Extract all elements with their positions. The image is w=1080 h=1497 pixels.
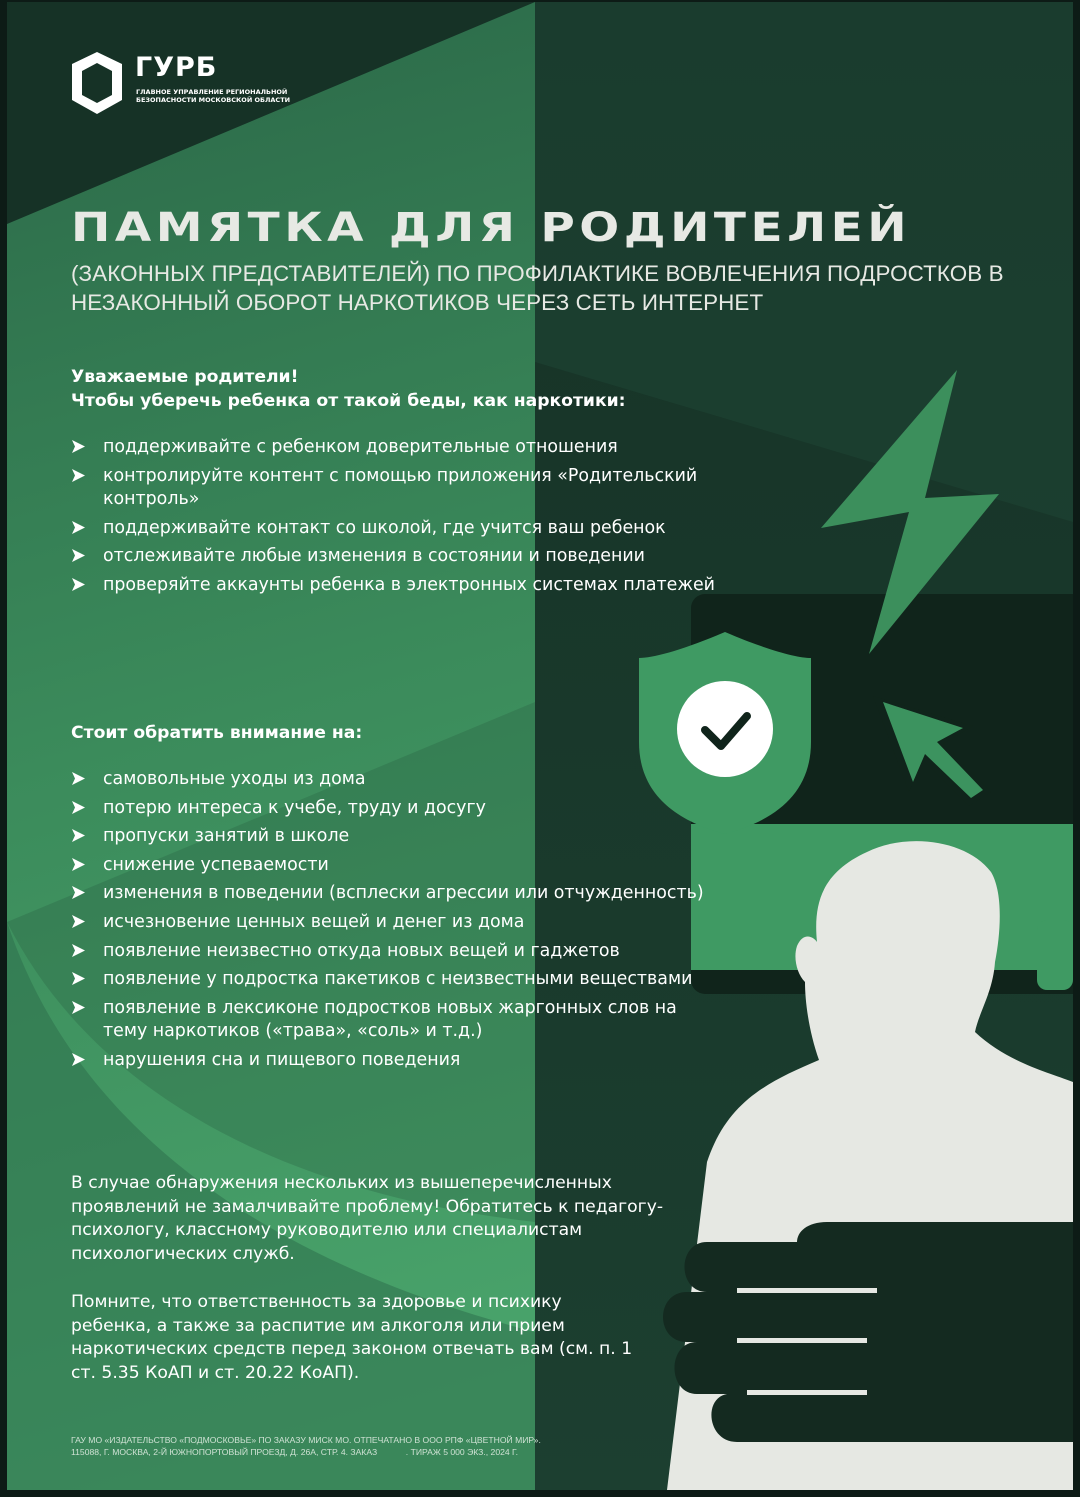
attention-item <box>71 940 711 964</box>
attention-item <box>71 768 711 792</box>
intro-item <box>71 545 721 569</box>
bullet-arrow-icon <box>71 857 86 872</box>
intro-item-text: поддерживайте с ребенком доверительные отношения <box>103 437 618 457</box>
page-title: ПАМЯТКА ДЛЯ РОДИТЕЛЕЙ <box>71 204 912 252</box>
hand-icon <box>663 1222 1073 1442</box>
page-subtitle: (ЗАКОННЫХ ПРЕДСТАВИТЕЛЕЙ) ПО ПРОФИЛАКТИКЕ ВОВЛЕЧЕНИЯ ПОДРОСТКОВ В НЕЗАКОННЫЙ ОБОРОТ НАРКОТИКОВ ЧЕРЕЗ СЕТЬ ИНТЕРНЕТ <box>71 261 1004 315</box>
poster <box>7 2 1073 1490</box>
intro-section <box>71 365 711 413</box>
logo-subtitle: ГЛАВНОЕ УПРАВЛЕНИЕ РЕГИОНАЛЬНОЙ БЕЗОПАСНОСТИ МОСКОВСКОЙ ОБЛАСТИ <box>136 88 291 105</box>
attention-item-text: самовольные уходы из дома <box>103 769 366 789</box>
attention-item <box>71 1049 711 1073</box>
attention-section <box>71 721 711 745</box>
attention-item-text: появление неизвестно откуда новых вещей и гаджетов <box>103 940 620 961</box>
monitor-screen-right <box>1037 920 1073 990</box>
attention-item <box>71 911 711 935</box>
attention-item-text: изменения в поведении (всплески агрессии или отчужденность) <box>103 883 704 904</box>
bullet-arrow-icon <box>71 468 86 483</box>
attention-item <box>71 968 711 992</box>
hand-line-3 <box>747 1390 867 1395</box>
bullet-arrow-icon <box>71 800 86 815</box>
intro-item-text: контролируйте контент с помощью приложения «Родительский контроль» <box>103 465 698 510</box>
bullet-arrow-icon <box>71 1052 86 1067</box>
hand-line-2 <box>737 1338 867 1343</box>
intro-list <box>71 436 721 598</box>
intro-item <box>71 574 721 598</box>
hand-line-1 <box>737 1288 877 1293</box>
intro-list-container <box>71 436 721 603</box>
intro-item-text: поддерживайте контакт со школой, где учится ваш ребенок <box>103 517 666 538</box>
intro-item-text: проверяйте аккаунты ребенка в электронных системах платежей <box>103 574 715 595</box>
attention-item-text: нарушения сна и пищевого поведения <box>103 1049 461 1070</box>
attention-item-text: снижение успеваемости <box>103 854 329 875</box>
intro-item-text: отслеживайте любые изменения в состоянии и поведении <box>103 546 645 567</box>
attention-item-text: потерю интереса к учебе, труду и досугу <box>103 797 486 818</box>
intro-item <box>71 465 721 512</box>
attention-item-text: пропуски занятий в школе <box>103 826 350 847</box>
bullet-arrow-icon <box>71 439 86 454</box>
attention-list-container <box>71 768 711 1078</box>
attention-item-text: появление у подростка пакетиков с неизвестными веществами <box>103 969 693 990</box>
bullet-arrow-icon <box>71 828 86 843</box>
intro-item <box>71 517 721 541</box>
bullet-arrow-icon <box>71 548 86 563</box>
bullet-arrow-icon <box>71 885 86 900</box>
logo-name: ГУРБ <box>135 52 218 83</box>
attention-item-text: появление в лексиконе подростков новых жаргонных слов на тему наркотиков («трава», «соль» и т.д.) <box>103 997 677 1042</box>
attention-heading: Стоит обратить внимание на: <box>71 723 363 743</box>
logo-shield-icon <box>69 50 125 116</box>
bullet-arrow-icon <box>71 771 86 786</box>
advice-section <box>71 1172 691 1266</box>
imprint-line-1: ГАУ МО «ИЗДАТЕЛЬСТВО «ПОДМОСКОВЬЕ» ПО ЗАКАЗУ МИСК МО. ОТПЕЧАТАНО В ООО РПФ «ЦВЕТНОЙ МИР». <box>71 1435 541 1445</box>
bullet-arrow-icon <box>71 577 86 592</box>
intro-lead: Чтобы уберечь ребенка от такой беды, как наркотики: <box>71 391 626 411</box>
attention-item-text: исчезновение ценных вещей и денег из дома <box>103 911 525 932</box>
bullet-arrow-icon <box>71 914 86 929</box>
attention-item <box>71 854 711 878</box>
imprint <box>71 1434 771 1458</box>
bullet-arrow-icon <box>71 520 86 535</box>
imprint-line-2: 115088, Г. МОСКВА, 2-Й ЮЖНОПОРТОВЫЙ ПРОЕЗД, Д. 26А, СТР. 4. ЗАКАЗ . ТИРАЖ 5 000 ЭКЗ., 2024 Г. <box>71 1447 519 1457</box>
intro-item <box>71 436 721 460</box>
bullet-arrow-icon <box>71 1000 86 1015</box>
attention-item <box>71 997 711 1044</box>
reminder-text: Помните, что ответственность за здоровье и психику ребенка, а также за распитие им алкоголя или прием наркотических средств перед законом отвечать вам (см. п. 1 ст. 5.35 КоАП и ст. 20.22 КоАП). <box>71 1292 633 1383</box>
bullet-arrow-icon <box>71 971 86 986</box>
logo <box>69 50 319 122</box>
advice-text: В случае обнаружения нескольких из вышеперечисленных проявлений не замалчивайте проблему! Обратитесь к педагогу-психологу, классному руководителю или специалистам психологических служб. <box>71 1173 664 1264</box>
attention-list <box>71 768 711 1073</box>
attention-item <box>71 825 711 849</box>
bullet-arrow-icon <box>71 943 86 958</box>
reminder-section <box>71 1291 641 1385</box>
attention-item <box>71 797 711 821</box>
intro-greeting: Уважаемые родители! <box>71 367 299 387</box>
attention-item <box>71 882 711 906</box>
